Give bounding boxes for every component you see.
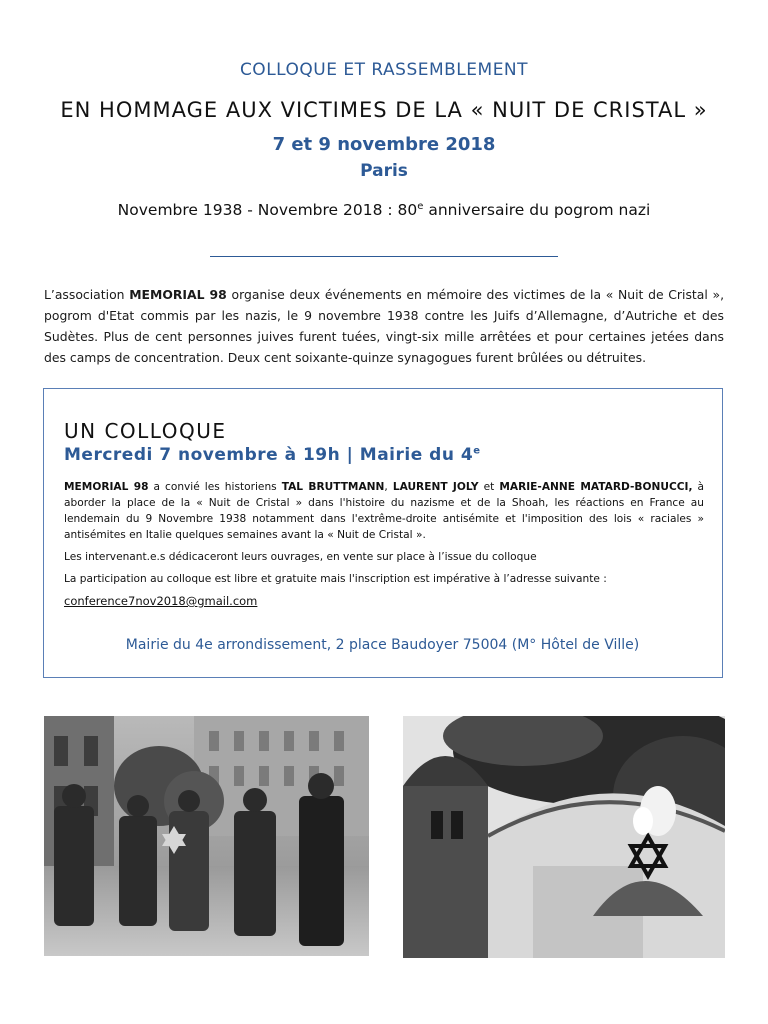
anniversary-line bbox=[0, 201, 768, 219]
colloque-subheading bbox=[64, 445, 480, 465]
intro-org: MEMORIAL 98 bbox=[129, 287, 227, 302]
colloque-subheading-text: Mercredi 7 novembre à 19h | Mairie du 4 bbox=[64, 445, 474, 465]
intro-lead: L’association bbox=[44, 287, 130, 302]
colloque-heading: UN COLLOQUE bbox=[64, 419, 227, 443]
colloque-invite-text: a convié les historiens bbox=[148, 481, 282, 493]
colloque-box bbox=[43, 388, 723, 678]
historian-2: LAURENT JOLY bbox=[392, 481, 479, 493]
colloque-org: MEMORIAL 98 bbox=[64, 481, 149, 493]
colloque-invite bbox=[64, 479, 704, 543]
event-city: Paris bbox=[360, 161, 408, 181]
anniversary-prefix: Novembre 1938 - Novembre 2018 : 80 bbox=[117, 201, 418, 220]
registration-email-link[interactable]: conference7nov2018@gmail.com bbox=[64, 594, 258, 608]
event-title: EN HOMMAGE AUX VICTIMES DE LA « NUIT DE CRISTAL » bbox=[60, 98, 708, 122]
colloque-signing: Les intervenant.e.s dédicaceront leurs ouvrages, en vente sur place à l’issue du colloque bbox=[64, 551, 537, 563]
intro-paragraph bbox=[44, 284, 724, 368]
historian-1: TAL BRUTTMANN bbox=[281, 481, 385, 493]
intro-text: organise deux événements en mémoire des victimes de la « Nuit de Cristal », pogrom d'Etat commis par les nazis, le 9 novembre 1938 contre les Juifs d’Allemagne, d’Autriche et des Sudètes. Plus de cent personnes juives furent tuées, vingt-six mille arrêtées et pour certaines jetées dans des camps de concentration. Deux cent soixante-quinze synagogues furent brûlées ou détruites. bbox=[44, 287, 725, 365]
anniversary-sup: e bbox=[417, 201, 424, 212]
event-kicker: COLLOQUE ET RASSEMBLEMENT bbox=[239, 60, 529, 80]
separator-1: , bbox=[384, 481, 393, 493]
divider bbox=[210, 256, 558, 257]
event-dates: 7 et 9 novembre 2018 bbox=[272, 134, 496, 155]
colloque-subheading-sup: e bbox=[473, 445, 481, 457]
colloque-invite-rest: à aborder la place de la « Nuit de Cristal » dans l'histoire du nazisme et de la Shoah, les réactions en France au lendemain du 9 Novembre 1938 notamment dans l'extrême-droite antisémite et l'imposition des lois « raciales » antisémites en Italie quelques semaines avant la « Nuit de Cristal ». bbox=[64, 481, 704, 541]
separator-2: et bbox=[478, 481, 500, 493]
colloque-registration: La participation au colloque est libre et gratuite mais l'inscription est impérative à l’adresse suivante : bbox=[64, 573, 607, 585]
colloque-body bbox=[64, 479, 704, 616]
photo-deportation-march bbox=[44, 716, 369, 956]
venue-address: Mairie du 4e arrondissement, 2 place Baudoyer 75004 (M° Hôtel de Ville) bbox=[125, 637, 640, 653]
photo-burning-synagogue bbox=[403, 716, 725, 958]
anniversary-suffix: anniversaire du pogrom nazi bbox=[423, 201, 651, 220]
historian-3: MARIE-ANNE MATARD-BONUCCI, bbox=[499, 481, 693, 493]
